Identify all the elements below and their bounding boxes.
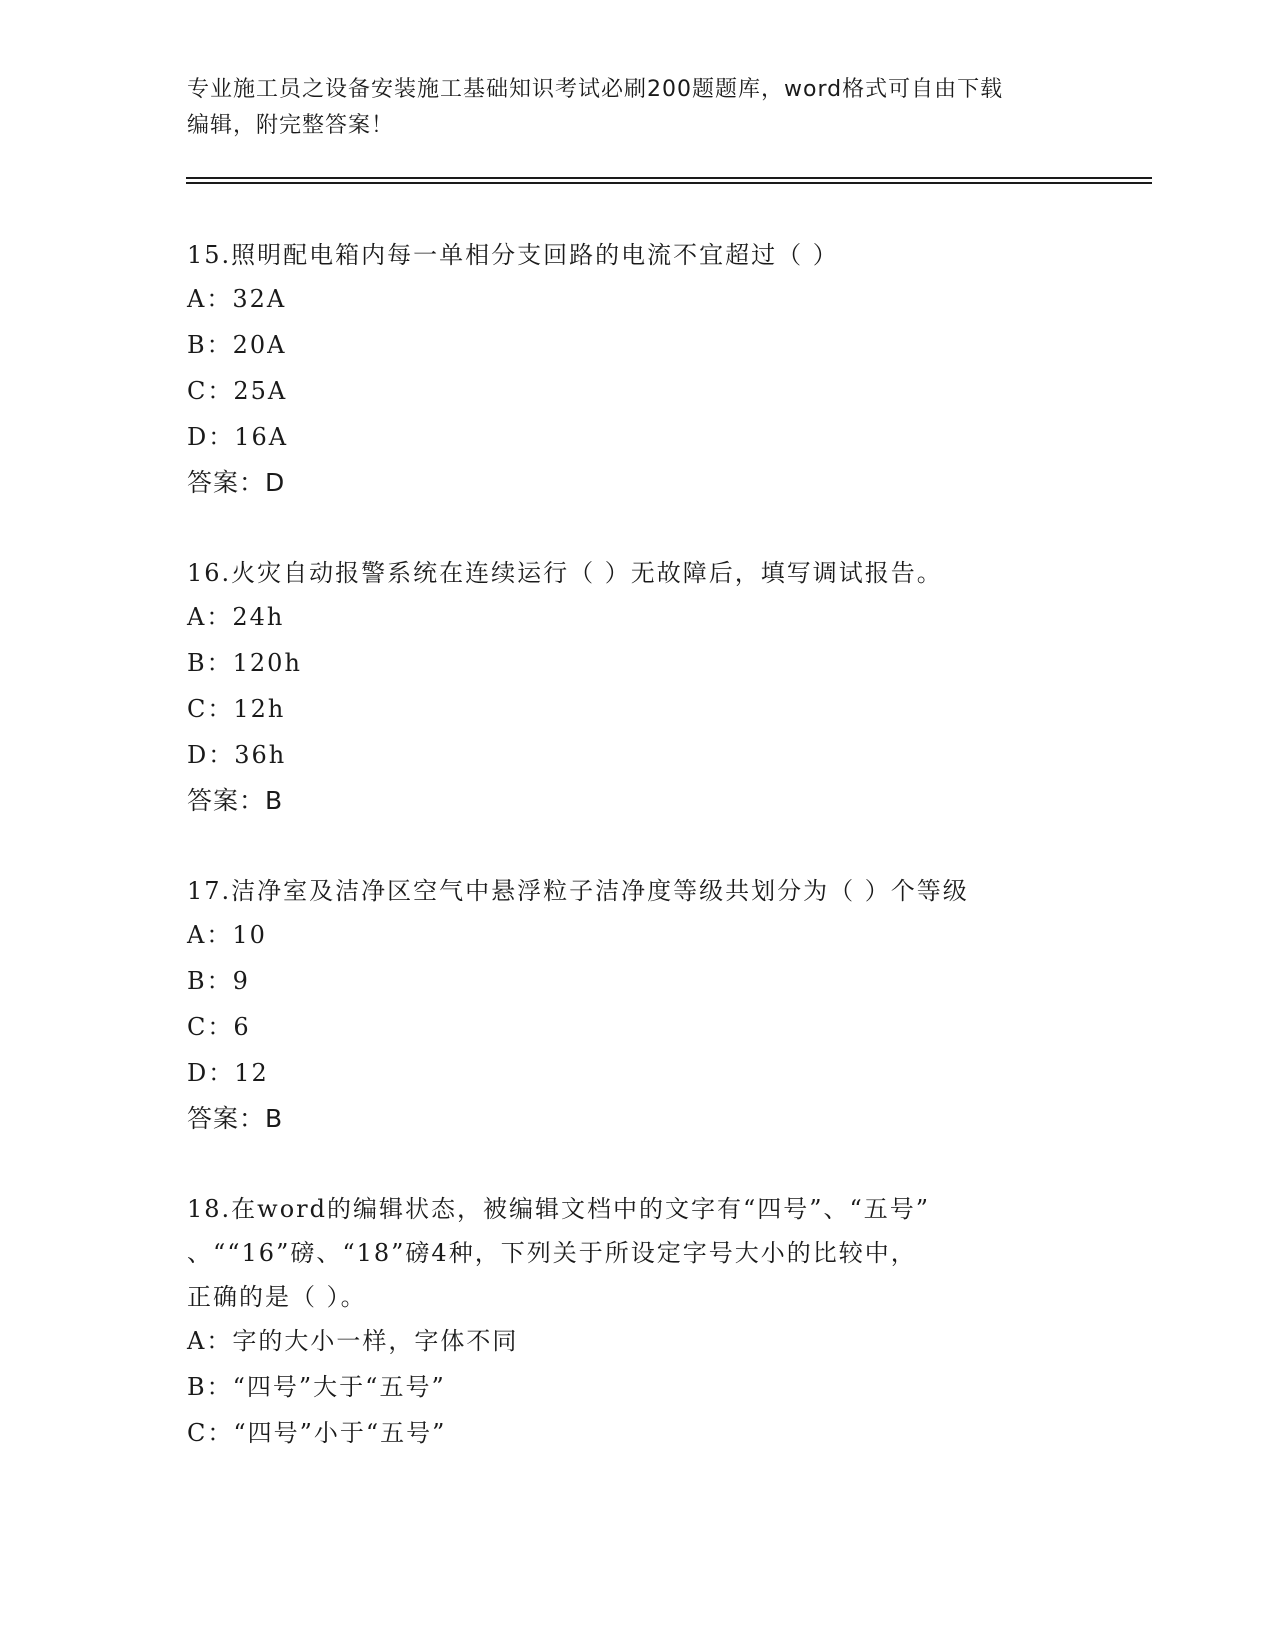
- option-d: D：36h: [187, 741, 287, 769]
- option-c: C：6: [187, 1013, 251, 1041]
- question-15: [187, 233, 1067, 505]
- question-text-line-2: 、““16”磅、“18”磅4种，下列关于所设定字号大小的比较中，: [187, 1239, 917, 1267]
- question-18: [187, 1187, 1067, 1457]
- option-c: C：“四号”小于“五号”: [187, 1419, 447, 1447]
- header-title-line-1: 专业施工员之设备安装施工基础知识考试必刷200题题库，word格式可自由下载: [187, 77, 1004, 102]
- option-a: A：字的大小一样，字体不同: [187, 1327, 519, 1355]
- option-a: A：10: [187, 921, 267, 949]
- option-b: B：20A: [187, 331, 287, 359]
- document-header: [187, 72, 1087, 144]
- answer: 答案：D: [187, 468, 286, 497]
- option-b: B：“四号”大于“五号”: [187, 1373, 446, 1401]
- option-d: D：12: [187, 1059, 269, 1087]
- header-title-line-2: 编辑，附完整答案！: [187, 113, 395, 138]
- option-b: B：9: [187, 967, 250, 995]
- option-d: D：16A: [187, 423, 289, 451]
- option-b: B：120h: [187, 649, 302, 677]
- option-c: C：12h: [187, 695, 286, 723]
- question-text: 15.照明配电箱内每一单相分支回路的电流不宜超过（ ）: [187, 241, 839, 269]
- question-text: 16.火灾自动报警系统在连续运行（ ）无故障后，填写调试报告。: [187, 559, 943, 587]
- header-divider-top: [186, 177, 1152, 179]
- header-divider-bottom: [186, 182, 1152, 184]
- question-16: [187, 551, 1067, 823]
- option-c: C：25A: [187, 377, 288, 405]
- option-a: A：32A: [187, 285, 287, 313]
- answer: 答案：B: [187, 786, 284, 815]
- question-text-line-3: 正确的是（ ）。: [187, 1283, 367, 1311]
- option-a: A：24h: [187, 603, 285, 631]
- question-text-line-1: 18.在word的编辑状态，被编辑文档中的文字有“四号”、“五号”: [187, 1195, 931, 1223]
- question-text: 17.洁净室及洁净区空气中悬浮粒子洁净度等级共划分为（ ）个等级: [187, 877, 969, 905]
- question-17: [187, 869, 1067, 1141]
- answer: 答案：B: [187, 1104, 284, 1133]
